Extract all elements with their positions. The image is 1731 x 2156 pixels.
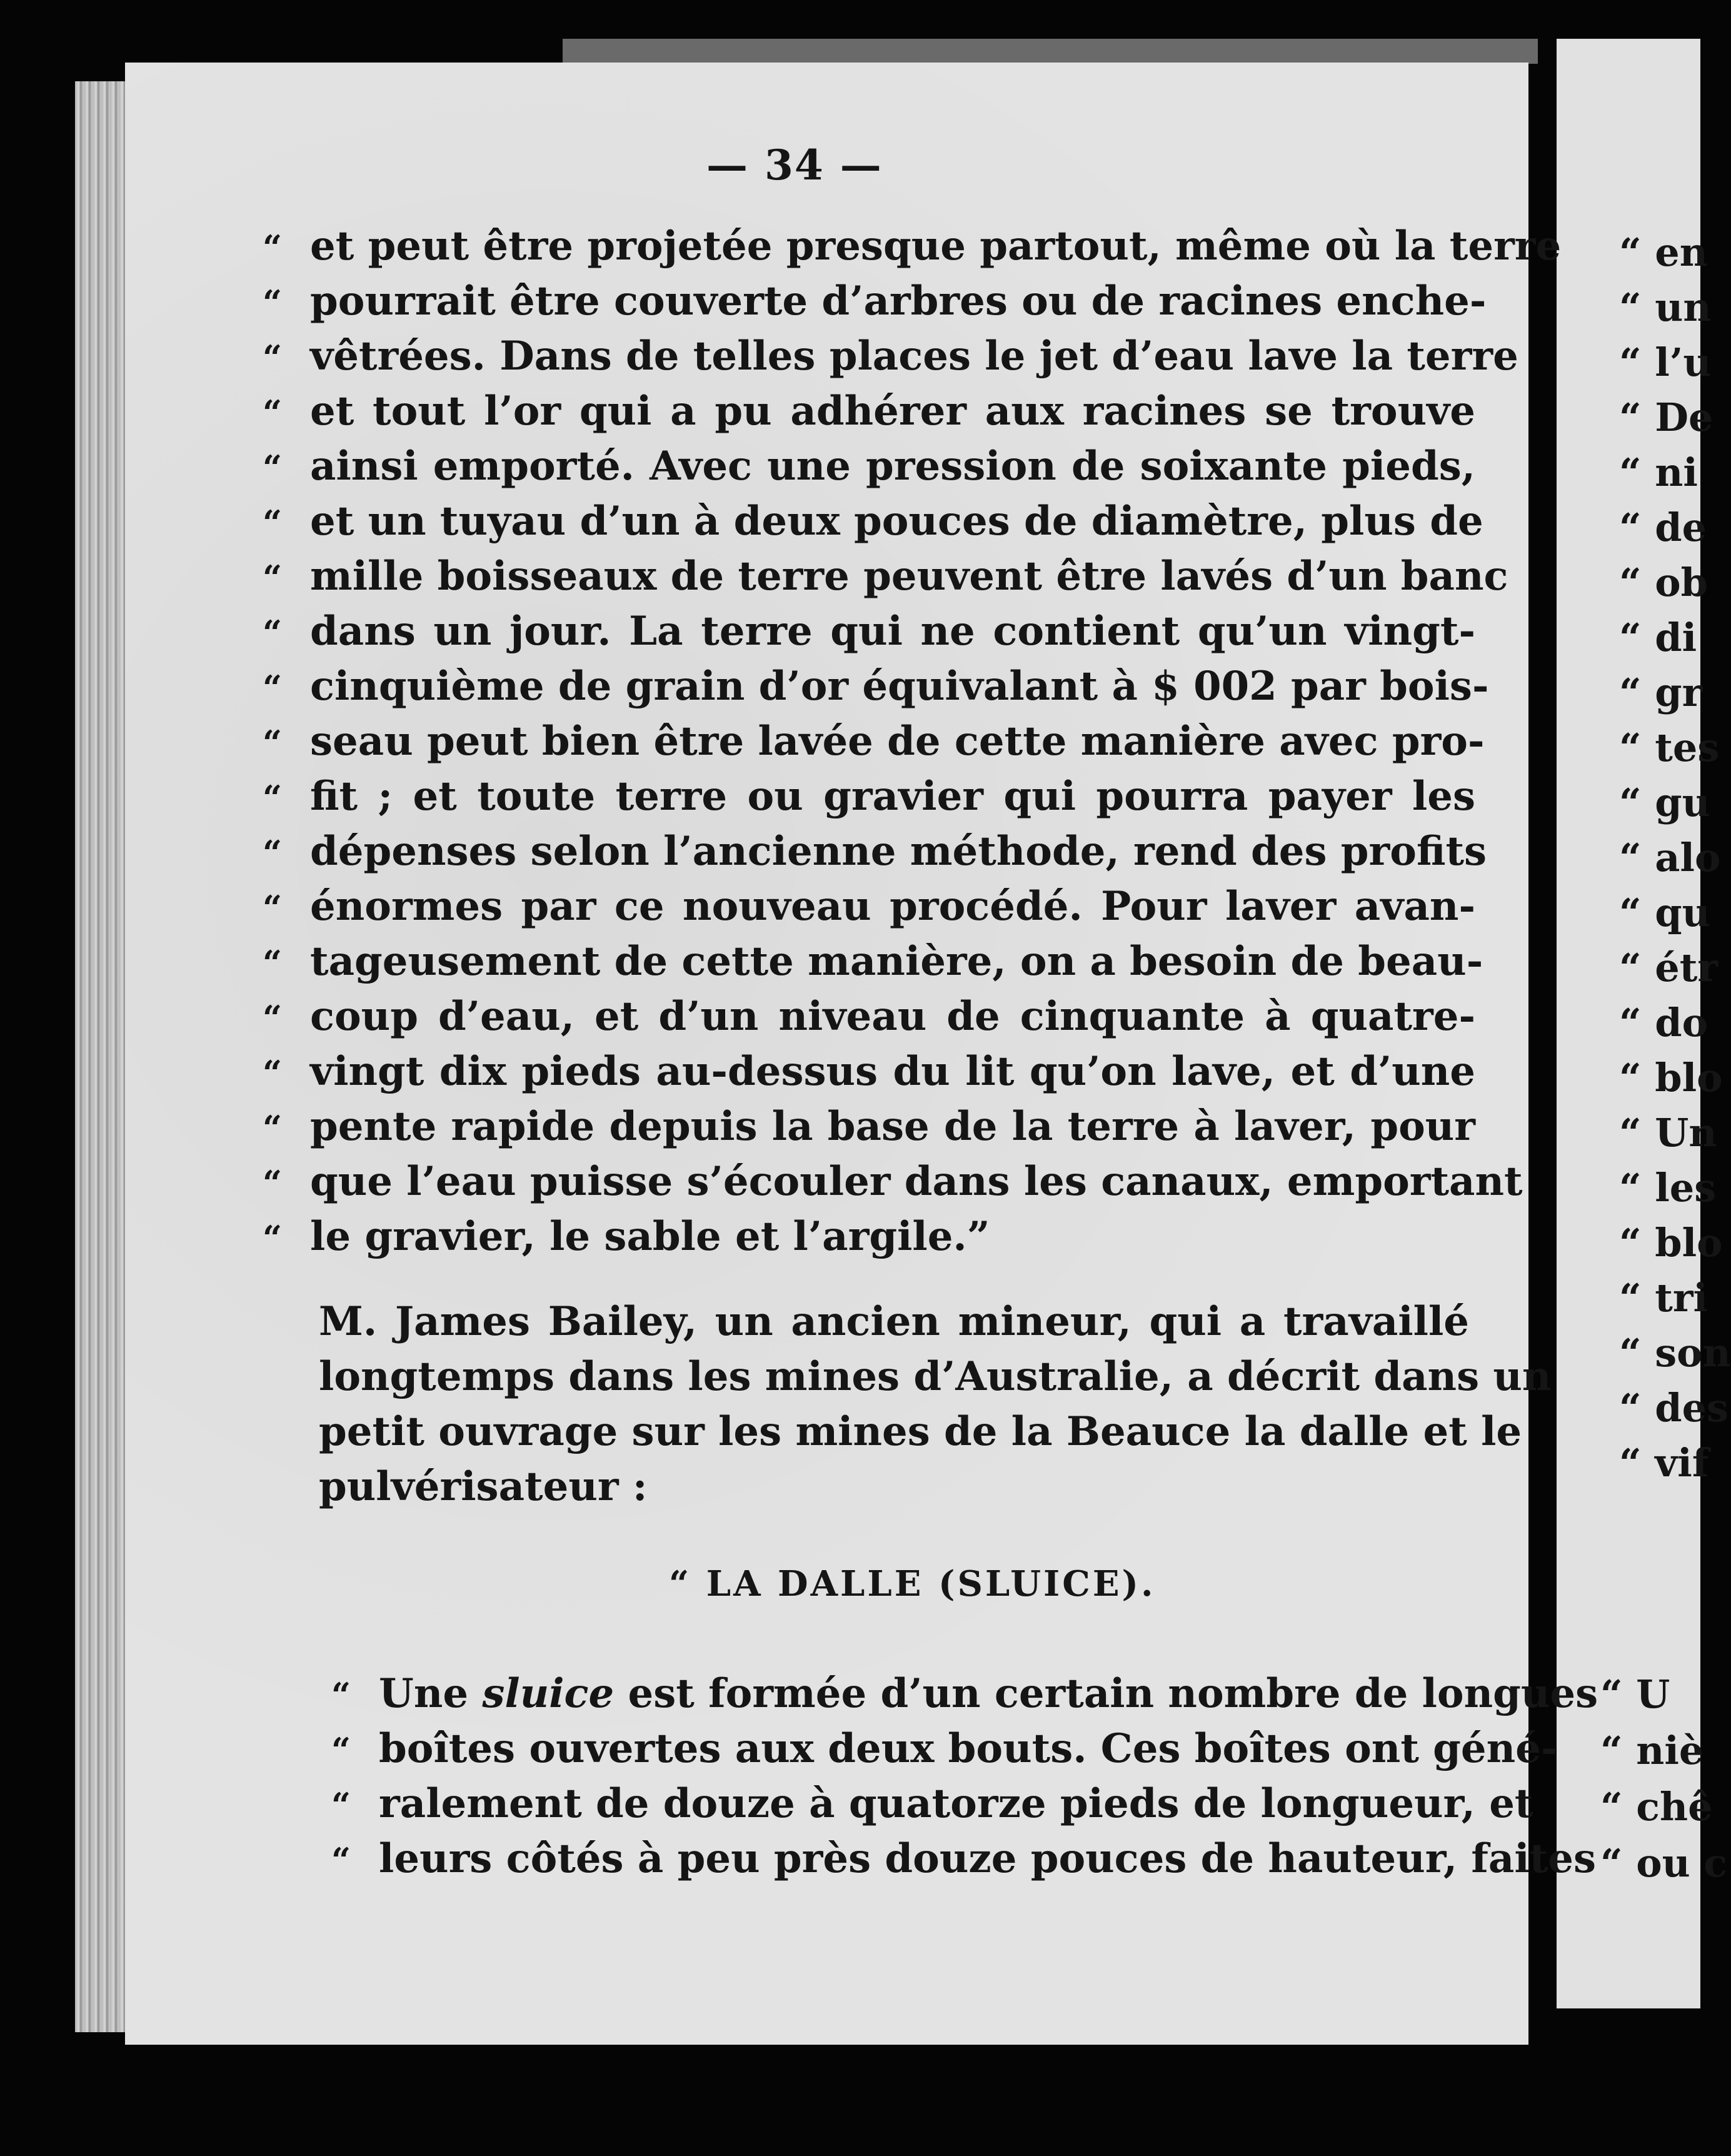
bailey-paragraph — [319, 1294, 1552, 1514]
right-page-line: “ chê — [1600, 1784, 1713, 1830]
right-page-line: “ gr — [1619, 670, 1703, 715]
quote-mark: “ — [263, 613, 283, 653]
quote-mark: “ — [263, 503, 283, 543]
right-page-line: “ U — [1600, 1671, 1670, 1717]
text-line — [263, 1209, 1475, 1264]
quote-mark: “ — [263, 778, 283, 818]
right-page-line: “ vif — [1619, 1440, 1709, 1486]
quote-mark: “ — [263, 723, 283, 763]
text-line — [331, 1776, 1533, 1831]
line-text: et tout l’or qui a pu adhérer aux racines se trouve — [310, 388, 1475, 435]
quote-mark: “ — [263, 228, 283, 268]
right-page-line: “ l’u — [1619, 340, 1712, 385]
text-line — [263, 494, 1483, 549]
text-line — [319, 1404, 1522, 1459]
quote-mark: “ — [263, 393, 283, 433]
text-line — [263, 604, 1475, 659]
text-line — [263, 439, 1475, 494]
section-heading: “ LA DALLE (SLUICE). — [669, 1563, 1156, 1604]
right-page-line: “ tes — [1619, 725, 1720, 770]
quote-mark: “ — [263, 888, 283, 928]
line-text: le gravier, le sable et l’argile.” — [310, 1213, 990, 1260]
line-text: vêtrées. Dans de telles places le jet d’eau lave la terre — [310, 333, 1518, 380]
text-line — [263, 1099, 1475, 1154]
quote-mark: “ — [331, 1730, 351, 1770]
quote-mark: “ — [263, 833, 283, 873]
text-line — [319, 1349, 1552, 1404]
sluice-italic: sluice — [482, 1670, 615, 1717]
text-line — [331, 1831, 1596, 1886]
line-text: énormes par ce nouveau procédé. Pour laver avan- — [310, 883, 1475, 930]
sluice-quote-block — [331, 1666, 1598, 1886]
right-page-line: “ ou c — [1600, 1840, 1728, 1886]
quote-mark: “ — [263, 448, 283, 488]
text-line — [263, 769, 1475, 824]
text-line — [263, 879, 1475, 934]
quote-mark: “ — [263, 1163, 283, 1203]
line-text: que l’eau puisse s’écouler dans les canaux, emportant — [310, 1158, 1523, 1205]
sluice-first-word: Une — [379, 1670, 469, 1717]
line-text: seau peut bien être lavée de cette manière avec pro- — [310, 718, 1485, 765]
text-line — [263, 384, 1475, 439]
line-text: longtemps dans les mines d’Australie, a décrit dans un — [319, 1353, 1552, 1400]
right-page-line: “ un — [1619, 285, 1712, 330]
right-page-line: “ alo — [1619, 835, 1721, 880]
right-page-line: “ di — [1619, 615, 1697, 660]
line-text: fit ; et toute terre ou gravier qui pourra payer les — [310, 773, 1475, 820]
line-text: boîtes ouvertes aux deux bouts. Ces boîtes ont géné- — [379, 1725, 1558, 1772]
line-text: coup d’eau, et d’un niveau de cinquante à quatre- — [310, 993, 1475, 1040]
right-page-line: “ étr — [1619, 945, 1718, 990]
right-page-line: “ qu — [1619, 890, 1710, 935]
text-line — [319, 1294, 1469, 1349]
right-page-line: “ de — [1619, 505, 1707, 550]
line-text: ralement de douze à quatorze pieds de longueur, et — [379, 1780, 1533, 1827]
page-number: — 34 — — [706, 141, 883, 189]
line-text: dépenses selon l’ancienne méthode, rend des profits — [310, 828, 1487, 875]
right-page-line: “ blo — [1619, 1055, 1723, 1101]
right-page-line: “ des — [1619, 1385, 1728, 1431]
quote-mark: “ — [263, 943, 283, 983]
text-line — [263, 1154, 1523, 1209]
quote-mark: “ — [331, 1675, 351, 1715]
right-page-line: “ Un — [1619, 1110, 1717, 1156]
right-page-text — [1619, 225, 1731, 1491]
line-text: ainsi emporté. Avec une pression de soixante pieds, — [310, 443, 1475, 490]
line-text: pente rapide depuis la base de la terre à laver, pour — [310, 1103, 1475, 1150]
line-text: pulvérisateur : — [319, 1463, 648, 1510]
right-page-line: “ De — [1619, 395, 1713, 440]
line-text: petit ouvrage sur les mines de la Beauce la dalle et le — [319, 1408, 1522, 1455]
right-page-line: “ en — [1619, 229, 1708, 275]
right-page-line: “ gu — [1619, 780, 1710, 825]
right-page-line: “ ob — [1619, 560, 1708, 605]
sluice-first-rest: est formée d’un certain nombre de longues — [628, 1670, 1598, 1717]
quote-mark: “ — [263, 283, 283, 323]
right-page-line: “ ni — [1619, 450, 1698, 495]
line-text: mille boisseaux de terre peuvent être lavés d’un banc — [310, 553, 1508, 600]
text-line — [263, 989, 1475, 1044]
quote-mark: “ — [263, 668, 283, 708]
text-line — [263, 659, 1489, 714]
text-line — [319, 1459, 1469, 1514]
text-line — [331, 1666, 1598, 1721]
right-page-line: “ tri — [1619, 1275, 1708, 1321]
text-line — [331, 1721, 1558, 1776]
line-text: leurs côtés à peu près douze pouces de hauteur, faites — [379, 1835, 1596, 1882]
quote-mark: “ — [331, 1785, 351, 1825]
quote-mark: “ — [263, 998, 283, 1038]
line-text: cinquième de grain d’or équivalant à $ 002 par bois- — [310, 663, 1489, 710]
text-line — [263, 714, 1485, 769]
line-text: vingt dix pieds au-dessus du lit qu’on lave, et d’une — [310, 1048, 1475, 1095]
line-text: M. James Bailey, un ancien mineur, qui a travaillé — [319, 1298, 1469, 1345]
text-line — [263, 824, 1487, 879]
text-line — [263, 549, 1508, 604]
quote-mark: “ — [263, 1053, 283, 1093]
quote-mark: “ — [263, 558, 283, 598]
quote-mark: “ — [263, 338, 283, 378]
text-line — [263, 219, 1562, 274]
scan-top-band — [563, 39, 1538, 64]
right-page-line: “ niè — [1600, 1728, 1704, 1773]
quote-mark: “ — [263, 1108, 283, 1148]
line-text: pourrait être couverte d’arbres ou de racines enche- — [310, 278, 1487, 325]
text-line — [263, 934, 1483, 989]
text-line — [263, 1044, 1475, 1099]
quote-mark: “ — [263, 1218, 283, 1258]
line-text: tageusement de cette manière, on a besoin de beau- — [310, 938, 1483, 985]
right-page-text-2 — [1600, 1666, 1727, 1892]
text-line — [263, 274, 1487, 329]
right-page-line: “ son — [1619, 1330, 1731, 1376]
right-page-line: “ do — [1619, 1000, 1708, 1045]
line-text: dans un jour. La terre qui ne contient qu’un vingt- — [310, 608, 1475, 655]
right-page-line: “ blo — [1619, 1220, 1723, 1266]
line-text: et un tuyau d’un à deux pouces de diamètre, plus de — [310, 498, 1483, 545]
quote-mark: “ — [331, 1840, 351, 1880]
line-text: et peut être projetée presque partout, même où la terre — [310, 223, 1562, 270]
quote-block — [263, 219, 1562, 1264]
right-page-line: “ les — [1619, 1165, 1717, 1211]
text-line — [263, 329, 1518, 384]
